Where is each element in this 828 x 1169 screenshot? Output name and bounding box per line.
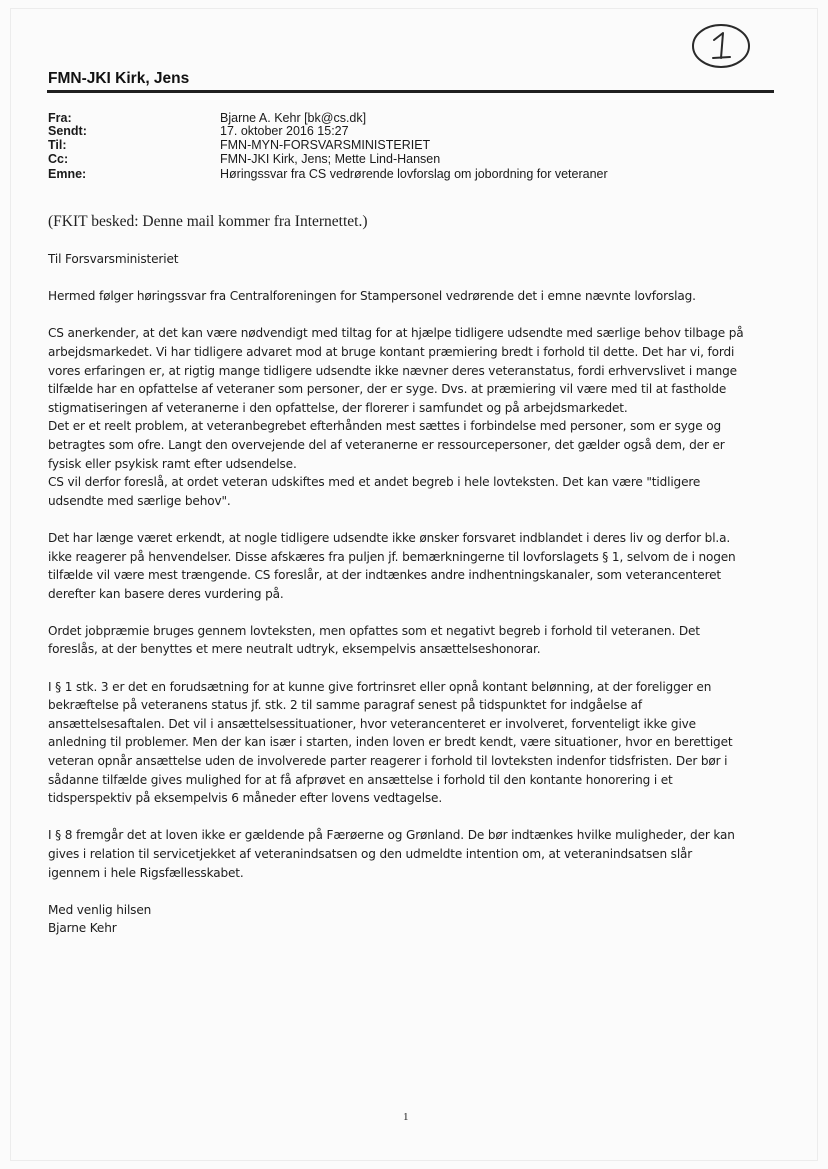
sent-label: Sendt: bbox=[48, 124, 87, 138]
paragraph-1b: Det er et reelt problem, at veteranbegrebet efterhånden mest sættes i forbindelse med personer, som er syge og betragtes som ofre. Langt den overvejende del af veteranerne er ressourcepersoner, det gælder også dem, der er fysisk eller psykisk ramt efter udsendelse. bbox=[48, 419, 725, 471]
paragraph-3: Ordet jobpræmie bruges gennem lovteksten, men opfattes som et negativt begreb i forhold til veteranen. Det foreslås, at der benyttes et mere neutralt udtryk, eksempelvis ansættelseshonorar. bbox=[48, 623, 700, 657]
from-label: Fra: bbox=[48, 111, 72, 125]
closing-line: Med venlig hilsen bbox=[48, 902, 152, 917]
cc-label: Cc: bbox=[48, 152, 69, 166]
cc-value: FMN-JKI Kirk, Jens; Mette Lind-Hansen bbox=[220, 152, 441, 166]
paragraph-4: I § 1 stk. 3 er det en forudsætning for at kunne give fortrinsret eller opnå kontant belønning, at der foreligger en bekræftelse på veteranens status jf. stk. 2 til samme paragraf senest på tidspunktet for indgåelse af ansættelsesaftalen. Det vil i ansættelsessituationer, hvor veterancenteret er involveret, forventeligt ikke give anledning til problemer. Men der kan især i starten, inden loven er bredt kendt, være situationer, hvor en berettiget veteran opnår ansættelse uden de involverede parter reagerer i forhold til lovteksten indenfor tidsfristen. Der bør i sådanne tilfælde gives mulighed for at få afprøvet en ansættelse i forhold til den kontante honorering i et tidsperspektiv på eksempelvis 6 måneder efter lovens vedtagelse. bbox=[48, 679, 733, 806]
intro-paragraph: Hermed følger høringssvar fra Centralforeningen for Stampersonel vedrørende det i emne nævnte lovforslag. bbox=[48, 289, 696, 304]
subject-value: Høringssvar fra CS vedrørende lovforslag om jobordning for veteraner bbox=[220, 167, 608, 181]
page-number-stamp bbox=[690, 22, 752, 70]
paragraph-1c: CS vil derfor foreslå, at ordet veteran udskiftes med et andet begreb i hele lovteksten. Det kan være "tidligere udsendte med særlige behov". bbox=[48, 475, 701, 508]
paragraph-2: Det har længe været erkendt, at nogle tidligere udsendte ikke ønsker forsvaret indblandet i deres liv og derfor bl.a. ikke reagerer på henvendelser. Disse afskæres fra puljen jf. bemærkningerne til lovforslagets § 1, selvom de i nogen tilfælde vil være mest trængende. CS foreslår, at der indtænkes andre indhentningskanaler, som veterancenteret derefter kan basere deres vurdering på. bbox=[48, 530, 736, 601]
page-number: 1 bbox=[403, 1111, 409, 1123]
paragraph-1a: CS anerkender, at det kan være nødvendigt med tiltag for at hjælpe tidligere udsendte med særlige behov tilbage på arbejdsmarkedet. Vi har tidligere advaret mod at bruge kontant præmiering bredt i forhold til dette. Det har vi, fordi vores erfaringen er, at rigtig mange tidligere udsendte ikke nævner deres veteranstatus, fordi erhvervslivet i mange tilfælde har en opfattelse af veteraner som personer, der er syge. Dvs. at præmiering vil være med til at fastholde stigmatiseringen af veteranerne i den opfattelse, der florerer i samfundet og på arbejdsmarkedet. bbox=[48, 326, 744, 415]
greeting: Til Forsvarsministeriet bbox=[48, 252, 179, 266]
to-label: Til: bbox=[48, 138, 67, 152]
mailbox-owner-name: FMN-JKI Kirk, Jens bbox=[48, 70, 190, 87]
paragraph-5: I § 8 fremgår det at loven ikke er gældende på Færøerne og Grønland. De bør indtænkes hvilke muligheder, der kan gives i relation til servicetjekket af veteranindsatsen og den udmeldte intention om, at veteranindsatsen slår igennem i hele Rigsfællesskabet. bbox=[48, 828, 735, 880]
external-mail-notice: (FKIT besked: Denne mail kommer fra Internettet.) bbox=[48, 213, 368, 230]
signature-name: Bjarne Kehr bbox=[48, 921, 117, 936]
sent-value: 17. oktober 2016 15:27 bbox=[220, 124, 349, 138]
subject-label: Emne: bbox=[48, 167, 87, 181]
to-value: FMN-MYN-FORSVARSMINISTERIET bbox=[220, 138, 431, 152]
header-divider bbox=[47, 90, 774, 93]
from-value: Bjarne A. Kehr [bk@cs.dk] bbox=[220, 111, 367, 125]
email-body bbox=[48, 250, 783, 938]
